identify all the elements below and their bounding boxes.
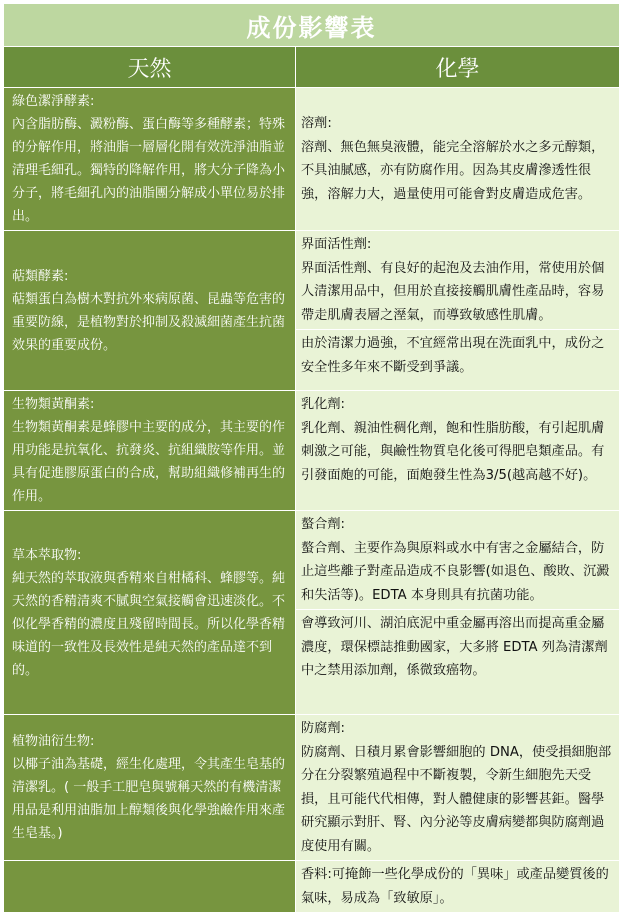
natural-ingredient-desc: 內含脂肪酶、澱粉酶、蛋白酶等多種酵素；特殊的分解作用，將油脂一層層化開有效洗淨油脂並清理毛細孔。獨特的降解作用，將大分子降為小分子，將毛細孔內的油脂團分解成小單位易於排出。 [12, 117, 286, 224]
natural-ingredient-desc: 以椰子油為基礎，經生化處理，令其產生皂基的清潔乳。( 一般手工肥皂與號稱天然的有機清潔用品是利用油脂加上醇類後與化學強鹼作用來產生皂基。) [12, 757, 286, 841]
natural-ingredient-desc: 純天然的萃取液與香精來自柑橘科、蜂膠等。純天然的香精清爽不膩與空氣接觸會迅速淡化。不似化學香精的濃度且殘留時間長。所以化學香精味道的一致性及長效性是純天然的產品達不到的。 [12, 570, 286, 678]
table-row [4, 391, 620, 511]
header-natural: 天然 [4, 47, 296, 88]
natural-cell [4, 391, 296, 511]
chemical-ingredient-desc: 防腐劑、日積月累會影響細胞的 DNA，使受損細胞部分在分裂繁殖過程中不斷複製，令新生細胞先天受損，且可能代代相傳，對人體健康的影響甚鉅。醫學研究顯示對肝、腎、內分泌等皮膚病變都與防腐劑過度使用有關。 [301, 744, 612, 854]
chemical-cell [296, 231, 620, 391]
natural-ingredient-name: 草本萃取物: [12, 547, 82, 563]
natural-ingredient-desc: 生物類黃酮素是蜂膠中主要的成分，其主要的作用功能是抗氧化、抗發炎、抗組織胺等作用。並具有促進膠原蛋白的合成，幫助組織修補再生的作用。 [12, 420, 286, 504]
table-row [4, 511, 620, 715]
table-row [4, 715, 620, 861]
table-row [4, 861, 620, 913]
natural-cell-empty [4, 861, 296, 913]
table-row [4, 88, 620, 231]
natural-cell [4, 511, 296, 715]
chemical-cell [296, 88, 620, 231]
natural-ingredient-name: 植物油衍生物: [12, 734, 95, 749]
ingredient-table [3, 3, 620, 913]
natural-ingredient-name: 綠色潔淨酵素: [12, 94, 95, 109]
chemical-cell [296, 391, 620, 511]
table-row [4, 231, 620, 391]
chemical-cell [296, 511, 620, 715]
chemical-ingredient-note: 由於清潔力過強，不宜經常出現在洗面乳中，成份之安全性多年來不斷受到爭議。 [301, 336, 605, 375]
chemical-cell [296, 861, 620, 913]
chemical-ingredient-name: 乳化劑: [301, 397, 346, 412]
chemical-ingredient-desc: 界面活性劑、有良好的起泡及去油作用，常使用於個人清潔用品中，但用於直接接觸肌膚性產品時，容易帶走肌膚表層之溼氣，而導致敏感性肌膚。 [301, 260, 605, 323]
chemical-ingredient-name: 螯合劑: [301, 517, 346, 532]
chemical-ingredient-desc: 香料:可掩飾一些化學成份的「異味」或產品變質後的氣味，易成為「致敏原」。 [301, 867, 609, 906]
natural-cell [4, 715, 296, 861]
chemical-ingredient-name: 界面活性劑: [301, 237, 372, 252]
chemical-ingredient-desc: 溶劑、無色無臭液體，能完全溶解於水之多元醇類，不具油膩感，亦有防腐作用。因為其皮膚滲透性很強，溶解力大，過量使用可能會對皮膚造成危害。 [301, 139, 605, 202]
natural-cell [4, 88, 296, 231]
natural-cell [4, 231, 296, 391]
chemical-ingredient-name: 溶劑: [301, 116, 332, 131]
natural-ingredient-name: 生物類黃酮素: [12, 397, 95, 412]
chemical-ingredient-name: 防腐劑: [301, 721, 346, 736]
table-title: 成份影響表 [4, 4, 620, 47]
chemical-ingredient-desc: 乳化劑、親油性稠化劑，飽和性脂肪酸，有引起肌膚刺激之可能，與鹼性物質皂化後可得肥皂類產品。有引發面皰的可能，面皰發生性為3/5(越高越不好)。 [301, 420, 605, 483]
chemical-ingredient-desc: 螯合劑、主要作為與原料或水中有害之金屬結合，防止這些離子對產品造成不良影響(如退色、酸敗、沉澱和失活等)。EDTA 本身則具有抗菌功能。 [301, 540, 610, 603]
natural-ingredient-name: 萜類酵素: [12, 268, 69, 284]
chemical-ingredient-note: 會導致河川、湖泊底泥中重金屬再溶出而提高重金屬濃度，環保標誌推動國家，大多將 EDTA 列為清潔劑中之禁用添加劑，係微致癌物。 [301, 616, 608, 678]
chemical-cell [296, 715, 620, 861]
natural-ingredient-desc: 萜類蛋白為樹木對抗外來病原菌、昆蟲等危害的重要防線，是植物對於抑制及殺滅細菌產生抗菌效果的重要成份。 [12, 291, 286, 353]
header-chemical: 化學 [296, 47, 620, 88]
